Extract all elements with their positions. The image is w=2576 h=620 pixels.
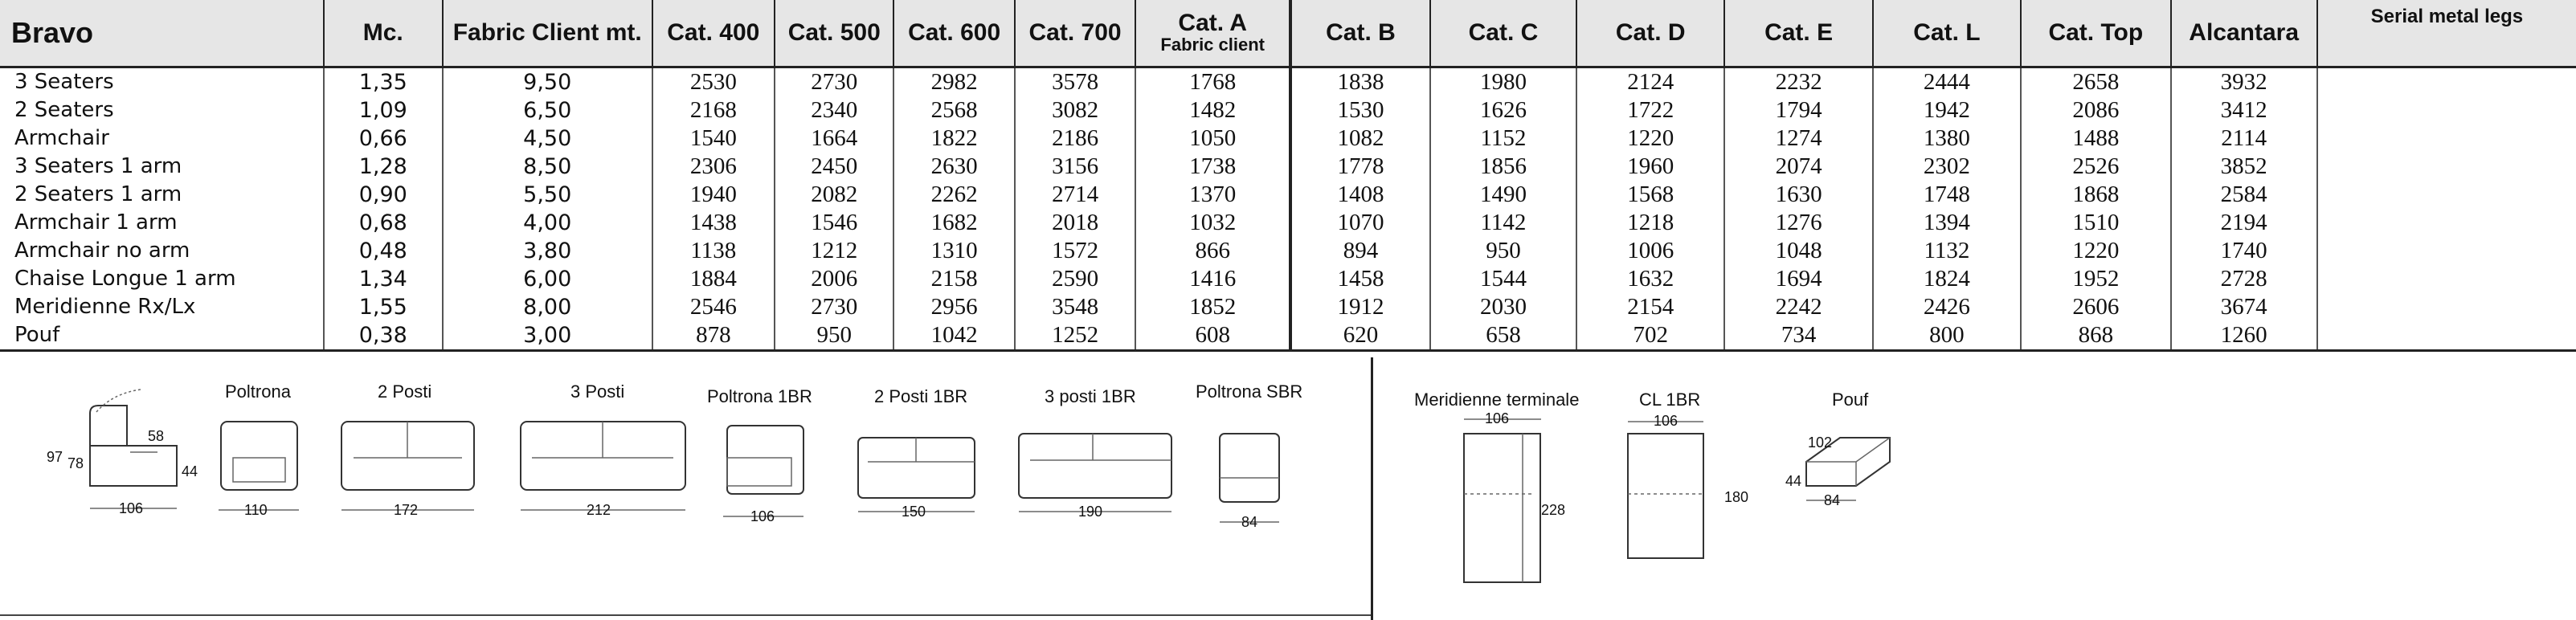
- price-cell-catA: 1032: [1135, 209, 1290, 237]
- column-header-label: Cat. D: [1615, 19, 1686, 46]
- row-name-cell: Armchair: [14, 126, 109, 150]
- price-cell-legs: [2317, 209, 2576, 237]
- price-cell-catC: 2030: [1430, 293, 1576, 321]
- price-cell-mc: 0,48: [324, 237, 443, 265]
- price-cell-catE: 734: [1724, 321, 1872, 351]
- price-cell-catB: 1530: [1290, 96, 1430, 124]
- price-cell-catB: 620: [1290, 321, 1430, 351]
- price-cell-mc: 1,55: [324, 293, 443, 321]
- price-cell-fabric: 6,50: [443, 96, 652, 124]
- price-cell-alcantara: 1260: [2171, 321, 2317, 351]
- length-meridienne: 228: [1541, 502, 1566, 518]
- label-poltrona-sbr: Poltrona SBR: [1196, 381, 1303, 402]
- price-cell-legs: [2317, 237, 2576, 265]
- drawings-canvas: [0, 357, 2576, 620]
- price-cell-alcantara: 2584: [2171, 181, 2317, 209]
- price-cell-cat600: 2630: [893, 153, 1014, 181]
- column-header-label: Cat. 600: [908, 19, 1001, 46]
- price-cell-cat400: 1138: [652, 237, 775, 265]
- price-cell-cat500: 2730: [775, 67, 893, 97]
- width-poltrona: 110: [244, 502, 268, 518]
- price-cell-cat700: 3156: [1015, 153, 1135, 181]
- price-cell-catC: 1856: [1430, 153, 1576, 181]
- price-cell-catTop: 1952: [2021, 265, 2170, 293]
- price-cell-alcantara: 2194: [2171, 209, 2317, 237]
- label-pouf: Pouf: [1832, 390, 1869, 410]
- price-cell-catD: 1568: [1576, 181, 1724, 209]
- width-3-posti: 212: [587, 502, 611, 518]
- price-cell-catB: 1458: [1290, 265, 1430, 293]
- row-name-cell: 3 Seaters: [14, 70, 114, 94]
- row-name-cell: Armchair no arm: [14, 239, 190, 263]
- price-cell-legs: [2317, 265, 2576, 293]
- table-row: [0, 293, 2576, 321]
- price-cell-catC: 950: [1430, 237, 1576, 265]
- price-cell-catE: 1694: [1724, 265, 1872, 293]
- price-cell-catE: 2232: [1724, 67, 1872, 97]
- column-header-label: Cat. L: [1913, 19, 1981, 46]
- price-cell-cat700: 2590: [1015, 265, 1135, 293]
- price-cell-cat600: 2568: [893, 96, 1014, 124]
- price-cell-cat700: 2714: [1015, 181, 1135, 209]
- price-cell-cat500: 1664: [775, 124, 893, 153]
- price-cell-catE: 1276: [1724, 209, 1872, 237]
- price-cell-catA: 1852: [1135, 293, 1290, 321]
- column-header-9: [1430, 0, 1576, 67]
- price-cell-catL: 2302: [1873, 153, 2021, 181]
- price-cell-legs: [2317, 293, 2576, 321]
- price-cell-catE: 2074: [1724, 153, 1872, 181]
- row-name-cell: 2 Seaters 1 arm: [14, 182, 182, 206]
- price-cell-cat500: 2082: [775, 181, 893, 209]
- price-cell-catC: 1980: [1430, 67, 1576, 97]
- column-header-label: Fabric Client mt.: [452, 19, 642, 46]
- price-cell-cat500: 2340: [775, 96, 893, 124]
- row-name-cell: Meridienne Rx/Lx: [14, 295, 196, 319]
- price-cell-cat500: 2450: [775, 153, 893, 181]
- price-cell-cat600: 2982: [893, 67, 1014, 97]
- price-cell-catL: 2426: [1873, 293, 2021, 321]
- label-2-posti-1br: 2 Posti 1BR: [874, 386, 968, 406]
- price-cell-catA: 1482: [1135, 96, 1290, 124]
- price-cell-cat400: 2546: [652, 293, 775, 321]
- price-cell-catB: 1778: [1290, 153, 1430, 181]
- price-cell-cat700: 1252: [1015, 321, 1135, 351]
- price-cell-fabric: 8,00: [443, 293, 652, 321]
- column-header-label: Bravo: [11, 16, 94, 49]
- price-cell-catA: 1370: [1135, 181, 1290, 209]
- dim-arm: 44: [182, 463, 198, 479]
- price-cell-catTop: 2086: [2021, 96, 2170, 124]
- price-cell-cat600: 1822: [893, 124, 1014, 153]
- price-cell-catB: 894: [1290, 237, 1430, 265]
- column-header-label: Cat. A: [1178, 10, 1247, 36]
- label-poltrona: Poltrona: [225, 381, 291, 402]
- dim-back: 58: [148, 428, 165, 444]
- price-cell-catC: 1544: [1430, 265, 1576, 293]
- dim-seat: 78: [67, 455, 84, 471]
- price-cell-cat600: 1310: [893, 237, 1014, 265]
- table-row: [0, 96, 2576, 124]
- price-cell-cat400: 1438: [652, 209, 775, 237]
- price-cell-catL: 1824: [1873, 265, 2021, 293]
- column-header-11: [1724, 0, 1872, 67]
- price-cell-legs: [2317, 181, 2576, 209]
- price-cell-alcantara: 3674: [2171, 293, 2317, 321]
- price-cell-cat400: 2306: [652, 153, 775, 181]
- price-cell-cat700: 3548: [1015, 293, 1135, 321]
- dim-depth: 106: [119, 500, 144, 516]
- price-cell-mc: 1,35: [324, 67, 443, 97]
- table-row: [0, 153, 2576, 181]
- height-pouf: 44: [1785, 473, 1802, 489]
- column-header-6: [1015, 0, 1135, 67]
- drawing-poltrona-sbr: [1196, 381, 1302, 530]
- price-cell-alcantara: 3412: [2171, 96, 2317, 124]
- drawing-2-posti-1br: [858, 386, 975, 520]
- price-cell-alcantara: 3852: [2171, 153, 2317, 181]
- table-row: [0, 67, 2576, 97]
- column-header-2: [443, 0, 652, 67]
- price-cell-cat600: 1042: [893, 321, 1014, 351]
- price-cell-catD: 1960: [1576, 153, 1724, 181]
- price-cell-catE: 2242: [1724, 293, 1872, 321]
- price-cell-catL: 1380: [1873, 124, 2021, 153]
- price-cell-fabric: 9,50: [443, 67, 652, 97]
- price-cell-cat700: 2186: [1015, 124, 1135, 153]
- price-cell-cat600: 2956: [893, 293, 1014, 321]
- price-cell-catB: 1838: [1290, 67, 1430, 97]
- price-cell-legs: [2317, 67, 2576, 97]
- price-cell-cat500: 950: [775, 321, 893, 351]
- price-cell-catB: 1082: [1290, 124, 1430, 153]
- price-cell-cat600: 2262: [893, 181, 1014, 209]
- price-cell-fabric: 3,00: [443, 321, 652, 351]
- price-cell-legs: [2317, 321, 2576, 351]
- price-cell-catE: 1630: [1724, 181, 1872, 209]
- price-cell-cat500: 2730: [775, 293, 893, 321]
- drawing-poltrona: [219, 381, 299, 518]
- label-cl-1br: CL 1BR: [1639, 390, 1701, 410]
- table-row: [0, 265, 2576, 293]
- width-3-posti-1br: 190: [1078, 504, 1103, 520]
- length-cl-1br: 180: [1724, 489, 1749, 505]
- price-cell-catE: 1794: [1724, 96, 1872, 124]
- price-cell-fabric: 5,50: [443, 181, 652, 209]
- price-cell-cat700: 2018: [1015, 209, 1135, 237]
- width-pouf: 84: [1824, 492, 1841, 508]
- price-cell-catC: 1152: [1430, 124, 1576, 153]
- column-header-15: [2317, 0, 2576, 67]
- price-cell-cat500: 1212: [775, 237, 893, 265]
- price-cell-mc: 1,09: [324, 96, 443, 124]
- price-cell-cat600: 1682: [893, 209, 1014, 237]
- price-cell-catD: 2154: [1576, 293, 1724, 321]
- width-poltrona-sbr: 84: [1241, 514, 1258, 530]
- width-meridienne: 106: [1485, 410, 1510, 426]
- column-header-0: [0, 0, 324, 67]
- price-cell-catL: 1942: [1873, 96, 2021, 124]
- column-header-7: [1135, 0, 1290, 67]
- price-cell-catC: 1626: [1430, 96, 1576, 124]
- width-cl-1br: 106: [1654, 413, 1678, 429]
- width-2-posti: 172: [394, 502, 419, 518]
- price-cell-catTop: 1510: [2021, 209, 2170, 237]
- column-header-10: [1576, 0, 1724, 67]
- price-cell-catTop: 1488: [2021, 124, 2170, 153]
- column-header-8: [1290, 0, 1430, 67]
- price-cell-cat400: 1884: [652, 265, 775, 293]
- price-cell-catB: 1912: [1290, 293, 1430, 321]
- price-cell-catTop: 2526: [2021, 153, 2170, 181]
- width-poltrona-1br: 106: [750, 508, 775, 524]
- price-cell-catL: 2444: [1873, 67, 2021, 97]
- price-cell-catE: 1048: [1724, 237, 1872, 265]
- row-name-cell: 2 Seaters: [14, 98, 114, 122]
- price-cell-alcantara: 2114: [2171, 124, 2317, 153]
- column-header-label: Cat. 700: [1028, 19, 1122, 46]
- price-cell-fabric: 4,00: [443, 209, 652, 237]
- price-cell-catL: 800: [1873, 321, 2021, 351]
- column-header-label: Cat. E: [1764, 19, 1834, 46]
- price-cell-catA: 1050: [1135, 124, 1290, 153]
- price-cell-cat400: 2530: [652, 67, 775, 97]
- price-cell-catE: 1274: [1724, 124, 1872, 153]
- column-header-4: [775, 0, 893, 67]
- price-cell-legs: [2317, 153, 2576, 181]
- price-cell-catL: 1394: [1873, 209, 2021, 237]
- column-header-label: Cat. C: [1468, 19, 1539, 46]
- table-row: [0, 181, 2576, 209]
- label-poltrona-1br: Poltrona 1BR: [707, 386, 812, 406]
- column-header-label: Cat. 500: [787, 19, 881, 46]
- column-header-14: [2171, 0, 2317, 67]
- table-body: [0, 67, 2576, 351]
- price-cell-catA: 1768: [1135, 67, 1290, 97]
- price-cell-mc: 0,68: [324, 209, 443, 237]
- column-header-label: Serial metal legs: [2370, 6, 2524, 27]
- drawing-poltrona-1br: [707, 386, 812, 524]
- price-cell-alcantara: 1740: [2171, 237, 2317, 265]
- depth-pouf: 102: [1808, 434, 1833, 451]
- price-cell-catL: 1132: [1873, 237, 2021, 265]
- row-name-cell: Chaise Longue 1 arm: [14, 267, 236, 291]
- price-cell-cat600: 2158: [893, 265, 1014, 293]
- price-cell-fabric: 3,80: [443, 237, 652, 265]
- price-cell-catB: 1408: [1290, 181, 1430, 209]
- row-name-cell: 3 Seaters 1 arm: [14, 154, 182, 178]
- price-cell-catD: 1220: [1576, 124, 1724, 153]
- price-cell-cat500: 1546: [775, 209, 893, 237]
- price-cell-mc: 0,90: [324, 181, 443, 209]
- price-cell-catTop: 1220: [2021, 237, 2170, 265]
- row-name-cell: Armchair 1 arm: [14, 210, 178, 235]
- price-cell-catC: 1490: [1430, 181, 1576, 209]
- column-header-13: [2021, 0, 2170, 67]
- price-cell-catD: 1218: [1576, 209, 1724, 237]
- table-row: [0, 124, 2576, 153]
- width-2-posti-1br: 150: [902, 504, 926, 520]
- price-cell-catC: 1142: [1430, 209, 1576, 237]
- price-cell-cat400: 1540: [652, 124, 775, 153]
- price-cell-alcantara: 2728: [2171, 265, 2317, 293]
- price-cell-catD: 702: [1576, 321, 1724, 351]
- column-header-label: Cat. B: [1326, 19, 1396, 46]
- header-row: [0, 0, 2576, 67]
- label-3-posti: 3 Posti: [570, 381, 625, 402]
- column-header-5: [893, 0, 1014, 67]
- price-cell-cat700: 1572: [1015, 237, 1135, 265]
- price-cell-catTop: 1868: [2021, 181, 2170, 209]
- price-cell-cat500: 2006: [775, 265, 893, 293]
- price-cell-catTop: 2658: [2021, 67, 2170, 97]
- label-2-posti: 2 Posti: [378, 381, 432, 402]
- price-cell-legs: [2317, 96, 2576, 124]
- dim-height: 97: [47, 449, 63, 465]
- price-cell-catD: 1006: [1576, 237, 1724, 265]
- price-cell-catD: 1632: [1576, 265, 1724, 293]
- column-header-label: Alcantara: [2189, 19, 2300, 46]
- price-cell-catA: 866: [1135, 237, 1290, 265]
- drawing-3-posti-1br: [1019, 386, 1171, 520]
- technical-drawings: [0, 357, 2576, 620]
- price-cell-mc: 0,38: [324, 321, 443, 351]
- price-cell-catD: 2124: [1576, 67, 1724, 97]
- label-3-posti-1br: 3 posti 1BR: [1045, 386, 1136, 406]
- price-cell-catTop: 868: [2021, 321, 2170, 351]
- drawing-pouf: [1785, 390, 1890, 508]
- price-cell-catTop: 2606: [2021, 293, 2170, 321]
- price-cell-catA: 1738: [1135, 153, 1290, 181]
- column-header-3: [652, 0, 775, 67]
- table-row: [0, 321, 2576, 351]
- price-cell-catA: 608: [1135, 321, 1290, 351]
- price-cell-mc: 1,28: [324, 153, 443, 181]
- price-cell-cat400: 2168: [652, 96, 775, 124]
- price-cell-cat700: 3082: [1015, 96, 1135, 124]
- price-cell-catC: 658: [1430, 321, 1576, 351]
- price-cell-cat400: 878: [652, 321, 775, 351]
- price-cell-mc: 1,34: [324, 265, 443, 293]
- table-row: [0, 237, 2576, 265]
- price-cell-mc: 0,66: [324, 124, 443, 153]
- price-cell-alcantara: 3932: [2171, 67, 2317, 97]
- price-cell-cat400: 1940: [652, 181, 775, 209]
- column-header-label: Cat. 400: [667, 19, 760, 46]
- price-cell-catD: 1722: [1576, 96, 1724, 124]
- price-cell-catB: 1070: [1290, 209, 1430, 237]
- drawing-meridienne: [1414, 390, 1579, 582]
- price-cell-legs: [2317, 124, 2576, 153]
- price-cell-catA: 1416: [1135, 265, 1290, 293]
- price-cell-fabric: 8,50: [443, 153, 652, 181]
- price-cell-catL: 1748: [1873, 181, 2021, 209]
- drawing-cl-1br: [1628, 390, 1748, 558]
- table-row: [0, 209, 2576, 237]
- column-header-label: Cat. Top: [2048, 19, 2144, 46]
- price-cell-fabric: 4,50: [443, 124, 652, 153]
- price-cell-cat700: 3578: [1015, 67, 1135, 97]
- drawing-2-posti: [341, 381, 474, 518]
- column-header-label: Mc.: [362, 19, 403, 46]
- drawing-3-posti: [521, 381, 685, 518]
- label-meridienne: Meridienne terminale: [1414, 390, 1580, 410]
- price-cell-fabric: 6,00: [443, 265, 652, 293]
- side-profile-drawing: [47, 390, 198, 516]
- row-name-cell: Pouf: [0, 321, 324, 351]
- column-header-1: [324, 0, 443, 67]
- column-header-12: [1873, 0, 2021, 67]
- column-header-sublabel: Fabric client: [1160, 35, 1265, 55]
